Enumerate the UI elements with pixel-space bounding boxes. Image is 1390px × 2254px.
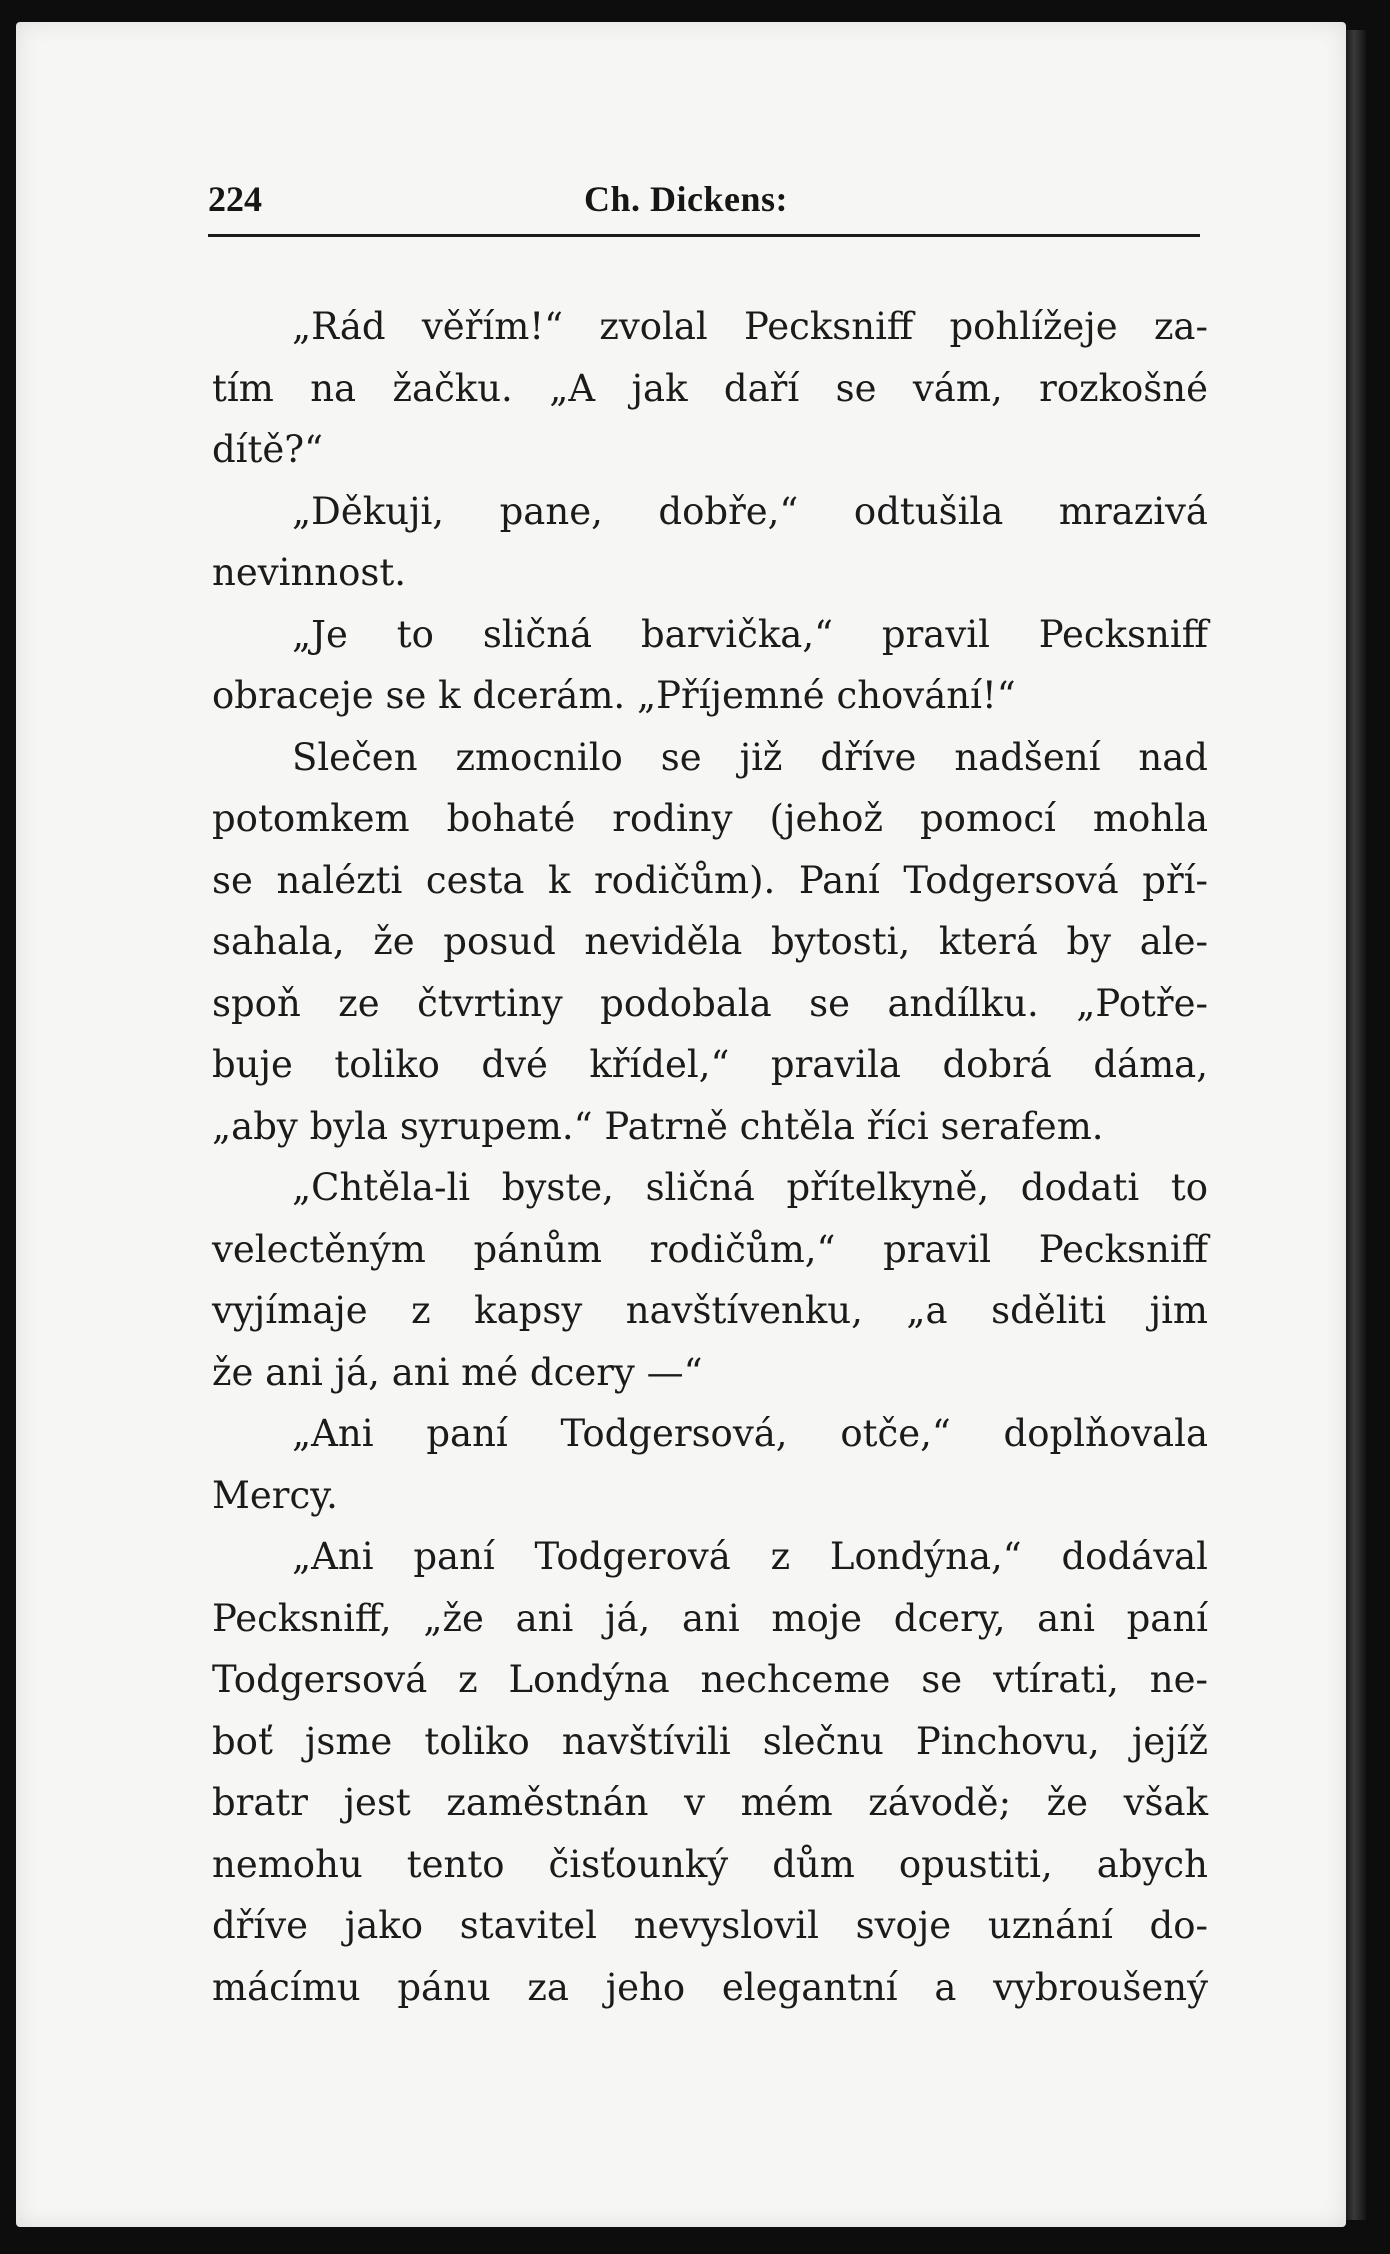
page-number: 224	[208, 179, 262, 219]
text-line: mácímu pánu za jeho elegantní a vybroušený	[212, 1965, 1208, 2009]
text-line: spoň ze čtvrtiny podobala se andílku. „Potře-	[212, 981, 1208, 1025]
text-line: buje toliko dvé křídel,“ pravila dobrá dáma,	[212, 1043, 1208, 1086]
text-line: že ani já, ani mé dcery —“	[212, 1350, 703, 1394]
text-line: velectěným pánům rodičům,“ pravil Pecksniff	[212, 1227, 1208, 1271]
page-header	[208, 168, 1200, 228]
text-line: Pecksniff, „že ani já, ani moje dcery, ani paní	[212, 1596, 1208, 1640]
book-edge	[1346, 30, 1366, 2220]
text-line: „Děkuji, pane, dobře,“ odtušila mrazivá	[292, 489, 1208, 533]
header-rule	[208, 234, 1200, 237]
text-line: vyjímaje z kapsy navštívenku, „a sděliti jim	[212, 1289, 1208, 1332]
text-line: Slečen zmocnilo se již dříve nadšení nad	[292, 735, 1208, 779]
text-line: nevinnost.	[212, 551, 407, 594]
text-line: „Ani paní Todgersová, otče,“ doplňovala	[292, 1412, 1208, 1455]
body-text	[212, 296, 1212, 2018]
text-line: nemohu tento čisťounký dům opustiti, abych	[212, 1842, 1208, 1886]
text-line: potomkem bohaté rodiny (jehož pomocí mohla	[212, 797, 1208, 840]
text-line: boť jsme toliko navštívili slečnu Pinchovu, jejíž	[212, 1719, 1208, 1763]
text-line: dítě?“	[212, 428, 324, 471]
text-line: tím na žačku. „A jak daří se vám, rozkošné	[212, 366, 1208, 410]
text-line: sahala, že posud neviděla bytosti, která by ale-	[212, 920, 1208, 963]
text-line: „aby byla syrupem.“ Patrně chtěla říci serafem.	[212, 1104, 1104, 1148]
text-line: dříve jako stavitel nevyslovil svoje uznání do-	[212, 1904, 1208, 1947]
text-line: „Je to sličná barvička,“ pravil Pecksniff	[292, 612, 1208, 656]
text-line: „Rád věřím!“ zvolal Pecksniff pohlížeje za-	[292, 305, 1208, 348]
text-line: Mercy.	[212, 1473, 338, 1517]
text-line: se nalézti cesta k rodičům). Paní Todgersová pří-	[212, 858, 1208, 902]
running-head: Ch. Dickens:	[584, 179, 789, 219]
text-line: „Ani paní Todgerová z Londýna,“ dodával	[292, 1535, 1208, 1578]
text-line: obraceje se k dcerám. „Příjemné chování!“	[212, 674, 1016, 717]
text-line: Todgersová z Londýna nechceme se vtírati, ne-	[212, 1658, 1208, 1701]
text-line: bratr jest zaměstnán v mém závodě; že však	[212, 1781, 1208, 1824]
text-line: „Chtěla-li byste, sličná přítelkyně, dodati to	[292, 1166, 1208, 1209]
